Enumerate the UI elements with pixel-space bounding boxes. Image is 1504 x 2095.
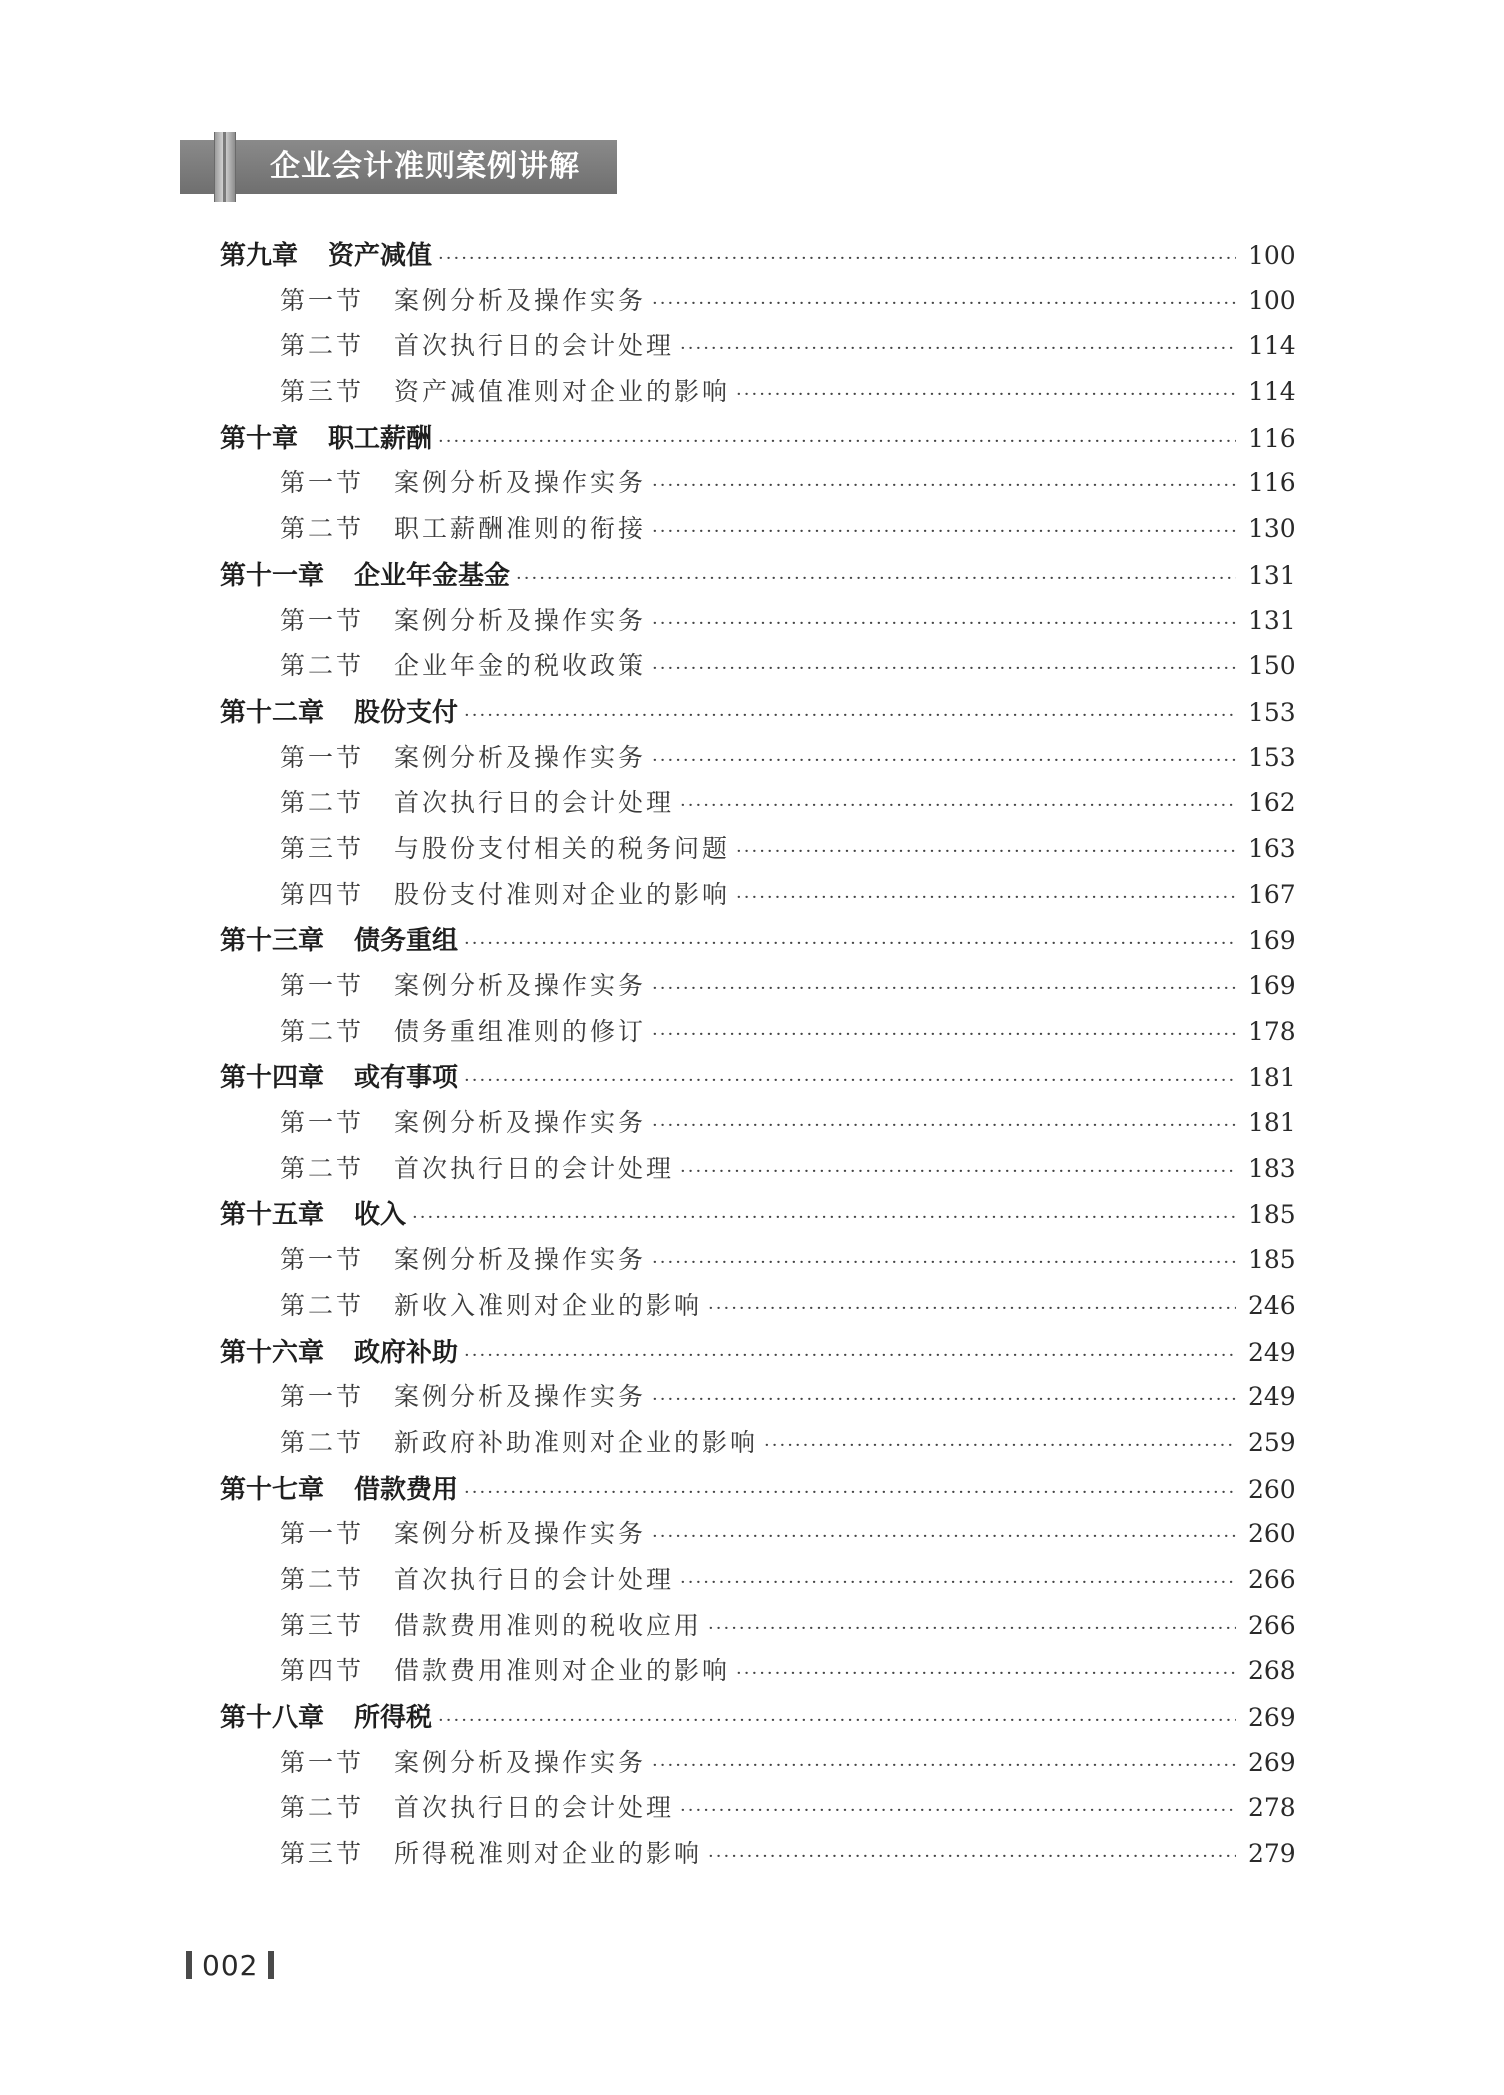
chapter-title: 企业年金基金	[354, 560, 511, 591]
dot-leader	[736, 841, 1236, 862]
page-ref: 278	[1248, 1793, 1296, 1823]
dot-leader	[680, 338, 1236, 359]
section-number: 第二节	[280, 514, 365, 544]
dot-leader	[464, 933, 1236, 954]
toc-section-entry[interactable]	[220, 1423, 1296, 1469]
toc-chapter-entry[interactable]	[220, 692, 1296, 738]
section-number: 第一节	[280, 605, 365, 635]
dot-leader	[652, 1389, 1236, 1410]
section-title: 股份支付准则对企业的影响	[394, 879, 731, 909]
dot-leader	[736, 887, 1236, 908]
chapter-title: 政府补助	[354, 1337, 459, 1368]
page-ref: 185	[1248, 1245, 1296, 1275]
section-title: 案例分析及操作实务	[394, 1108, 647, 1138]
section-title: 案例分析及操作实务	[394, 1245, 647, 1275]
section-title: 借款费用准则的税收应用	[394, 1610, 703, 1640]
toc-section-entry[interactable]	[220, 646, 1296, 692]
toc-section-entry[interactable]	[220, 372, 1296, 418]
chapter-title: 借款费用	[354, 1474, 459, 1505]
section-title: 案例分析及操作实务	[394, 605, 647, 635]
header-banner	[180, 140, 617, 194]
chapter-number: 第十五章	[220, 1200, 325, 1231]
toc-chapter-entry[interactable]	[220, 1697, 1296, 1743]
dot-leader	[464, 1482, 1236, 1503]
table-of-contents	[220, 235, 1296, 1880]
page-ref: 260	[1248, 1519, 1296, 1549]
page-ref: 153	[1248, 697, 1296, 727]
section-number: 第二节	[280, 1153, 365, 1183]
toc-section-entry[interactable]	[220, 1606, 1296, 1652]
page-ref: 181	[1248, 1108, 1296, 1138]
page-ref: 116	[1248, 423, 1296, 453]
dot-leader	[464, 705, 1236, 726]
dot-leader	[652, 1115, 1236, 1136]
chapter-number: 第十四章	[220, 1063, 325, 1094]
section-title: 案例分析及操作实务	[394, 468, 647, 498]
section-number: 第一节	[280, 1382, 365, 1412]
dot-leader	[652, 521, 1236, 542]
page-ref: 249	[1248, 1382, 1296, 1412]
dot-leader	[652, 1526, 1236, 1547]
toc-chapter-entry[interactable]	[220, 1469, 1296, 1515]
dot-leader	[652, 1755, 1236, 1776]
page-ref: 178	[1248, 1016, 1296, 1046]
section-title: 借款费用准则对企业的影响	[394, 1656, 731, 1686]
section-number: 第三节	[280, 377, 365, 407]
toc-section-entry[interactable]	[220, 783, 1296, 829]
page-ref: 116	[1248, 468, 1296, 498]
section-number: 第三节	[280, 1839, 365, 1869]
section-title: 首次执行日的会计处理	[394, 788, 675, 818]
page-ref: 114	[1248, 377, 1296, 407]
dot-leader	[652, 475, 1236, 496]
chapter-number: 第十二章	[220, 697, 325, 728]
section-title: 职工薪酬准则的衔接	[394, 514, 647, 544]
page-ref: 131	[1248, 605, 1296, 635]
section-title: 案例分析及操作实务	[394, 1519, 647, 1549]
dot-leader	[680, 795, 1236, 816]
page-ref: 167	[1248, 879, 1296, 909]
toc-section-entry[interactable]	[220, 875, 1296, 921]
toc-section-entry[interactable]	[220, 601, 1296, 647]
book-spine-decoration	[214, 132, 236, 202]
chapter-title: 债务重组	[354, 926, 459, 957]
page-ref: 183	[1248, 1153, 1296, 1183]
page-ref: 114	[1248, 331, 1296, 361]
toc-chapter-entry[interactable]	[220, 418, 1296, 464]
toc-section-entry[interactable]	[220, 1012, 1296, 1058]
dot-leader	[652, 293, 1236, 314]
section-number: 第四节	[280, 879, 365, 909]
dot-leader	[680, 1800, 1236, 1821]
toc-section-entry[interactable]	[220, 1514, 1296, 1560]
page-footer	[186, 1947, 274, 1983]
toc-section-entry[interactable]	[220, 1240, 1296, 1286]
toc-chapter-entry[interactable]	[220, 1057, 1296, 1103]
dot-leader	[680, 1161, 1236, 1182]
page-ref: 130	[1248, 514, 1296, 544]
section-number: 第一节	[280, 468, 365, 498]
section-number: 第二节	[280, 1564, 365, 1594]
section-number: 第一节	[280, 742, 365, 772]
section-number: 第三节	[280, 1610, 365, 1640]
section-title: 案例分析及操作实务	[394, 1747, 647, 1777]
page-ref: 268	[1248, 1656, 1296, 1686]
page-ref: 181	[1248, 1063, 1296, 1093]
section-title: 首次执行日的会计处理	[394, 1564, 675, 1594]
toc-section-entry[interactable]	[220, 1149, 1296, 1195]
page-ref: 266	[1248, 1564, 1296, 1594]
page-ref: 169	[1248, 971, 1296, 1000]
chapter-title: 职工薪酬	[328, 423, 433, 454]
toc-section-entry[interactable]	[220, 738, 1296, 784]
dot-leader	[736, 384, 1236, 405]
dot-leader	[438, 248, 1236, 269]
footer-left-bar	[186, 1951, 192, 1979]
section-title: 资产减值准则对企业的影响	[394, 377, 731, 407]
toc-section-entry[interactable]	[220, 1834, 1296, 1880]
page-ref: 259	[1248, 1427, 1296, 1457]
section-number: 第二节	[280, 788, 365, 818]
dot-leader	[464, 1345, 1236, 1366]
chapter-title: 所得税	[354, 1703, 433, 1733]
dot-leader	[680, 1572, 1236, 1593]
dot-leader	[412, 1207, 1236, 1228]
section-number: 第一节	[280, 1747, 365, 1777]
section-number: 第一节	[280, 1108, 365, 1138]
section-number: 第四节	[280, 1656, 365, 1686]
page-ref: 153	[1248, 742, 1296, 772]
chapter-number: 第九章	[220, 241, 299, 271]
toc-chapter-entry[interactable]	[220, 1194, 1296, 1240]
section-title: 债务重组准则的修订	[394, 1016, 647, 1046]
dot-leader	[438, 431, 1236, 452]
dot-leader	[652, 1024, 1236, 1045]
section-title: 首次执行日的会计处理	[394, 1153, 675, 1183]
toc-section-entry[interactable]	[220, 281, 1296, 327]
toc-chapter-entry[interactable]	[220, 920, 1296, 966]
section-title: 所得税准则对企业的影响	[394, 1839, 703, 1869]
chapter-number: 第十一章	[220, 560, 325, 591]
dot-leader	[708, 1618, 1236, 1639]
dot-leader	[652, 658, 1236, 679]
section-title: 首次执行日的会计处理	[394, 331, 675, 361]
page-ref: 131	[1248, 560, 1296, 590]
toc-section-entry[interactable]	[220, 1286, 1296, 1332]
chapter-title: 或有事项	[354, 1063, 459, 1094]
toc-section-entry[interactable]	[220, 1103, 1296, 1149]
dot-leader	[652, 750, 1236, 771]
toc-section-entry[interactable]	[220, 463, 1296, 509]
section-title: 案例分析及操作实务	[394, 1382, 647, 1412]
page-ref: 246	[1248, 1290, 1296, 1320]
section-title: 案例分析及操作实务	[394, 285, 647, 315]
toc-section-entry[interactable]	[220, 1377, 1296, 1423]
footer-right-bar	[268, 1951, 274, 1979]
section-number: 第三节	[280, 833, 365, 863]
page-ref: 279	[1248, 1839, 1296, 1869]
page-ref: 266	[1248, 1610, 1296, 1640]
chapter-number: 第十章	[220, 423, 299, 454]
section-number: 第一节	[280, 971, 365, 1000]
page-ref: 100	[1248, 285, 1296, 315]
dot-leader	[652, 1252, 1236, 1273]
toc-section-entry[interactable]	[220, 326, 1296, 372]
page-ref: 150	[1248, 651, 1296, 681]
page-ref: 249	[1248, 1337, 1296, 1367]
section-number: 第二节	[280, 1427, 365, 1457]
toc-chapter-entry[interactable]	[220, 1332, 1296, 1378]
page-ref: 269	[1248, 1703, 1296, 1732]
section-number: 第一节	[280, 1245, 365, 1275]
section-number: 第二节	[280, 1793, 365, 1823]
chapter-title: 收入	[354, 1200, 407, 1231]
page-ref: 185	[1248, 1200, 1296, 1230]
section-number: 第二节	[280, 651, 365, 681]
page-ref: 100	[1248, 241, 1296, 270]
chapter-number: 第十八章	[220, 1703, 325, 1733]
section-number: 第二节	[280, 1016, 365, 1046]
dot-leader	[516, 568, 1236, 589]
toc-section-entry[interactable]	[220, 509, 1296, 555]
toc-section-entry[interactable]	[220, 1788, 1296, 1834]
toc-chapter-entry[interactable]	[220, 555, 1296, 601]
dot-leader	[652, 978, 1236, 999]
section-number: 第一节	[280, 285, 365, 315]
chapter-number: 第十六章	[220, 1337, 325, 1368]
toc-section-entry[interactable]	[220, 829, 1296, 875]
section-title: 案例分析及操作实务	[394, 742, 647, 772]
toc-section-entry[interactable]	[220, 1743, 1296, 1789]
dot-leader	[464, 1070, 1236, 1091]
section-title: 首次执行日的会计处理	[394, 1793, 675, 1823]
dot-leader	[764, 1435, 1236, 1456]
chapter-number: 第十三章	[220, 926, 325, 957]
page-ref: 269	[1248, 1747, 1296, 1777]
chapter-title: 资产减值	[328, 241, 433, 271]
section-number: 第二节	[280, 331, 365, 361]
toc-section-entry[interactable]	[220, 1651, 1296, 1697]
toc-section-entry[interactable]	[220, 1560, 1296, 1606]
book-title: 企业会计准则案例讲解	[270, 149, 580, 184]
page-ref: 162	[1248, 788, 1296, 818]
page-number: 002	[202, 1948, 259, 1982]
page-ref: 169	[1248, 926, 1296, 956]
dot-leader	[708, 1846, 1236, 1867]
toc-chapter-entry[interactable]	[220, 235, 1296, 281]
dot-leader	[736, 1663, 1236, 1684]
section-number: 第一节	[280, 1519, 365, 1549]
dot-leader	[708, 1298, 1236, 1319]
chapter-number: 第十七章	[220, 1474, 325, 1505]
section-title: 企业年金的税收政策	[394, 651, 647, 681]
dot-leader	[438, 1710, 1236, 1731]
section-title: 案例分析及操作实务	[394, 971, 647, 1000]
chapter-title: 股份支付	[354, 697, 459, 728]
section-title: 新政府补助准则对企业的影响	[394, 1427, 759, 1457]
section-number: 第二节	[280, 1290, 365, 1320]
page-ref: 260	[1248, 1474, 1296, 1504]
dot-leader	[652, 613, 1236, 634]
toc-section-entry[interactable]	[220, 966, 1296, 1012]
page-ref: 163	[1248, 833, 1296, 863]
section-title: 与股份支付相关的税务问题	[394, 833, 731, 863]
section-title: 新收入准则对企业的影响	[394, 1290, 703, 1320]
